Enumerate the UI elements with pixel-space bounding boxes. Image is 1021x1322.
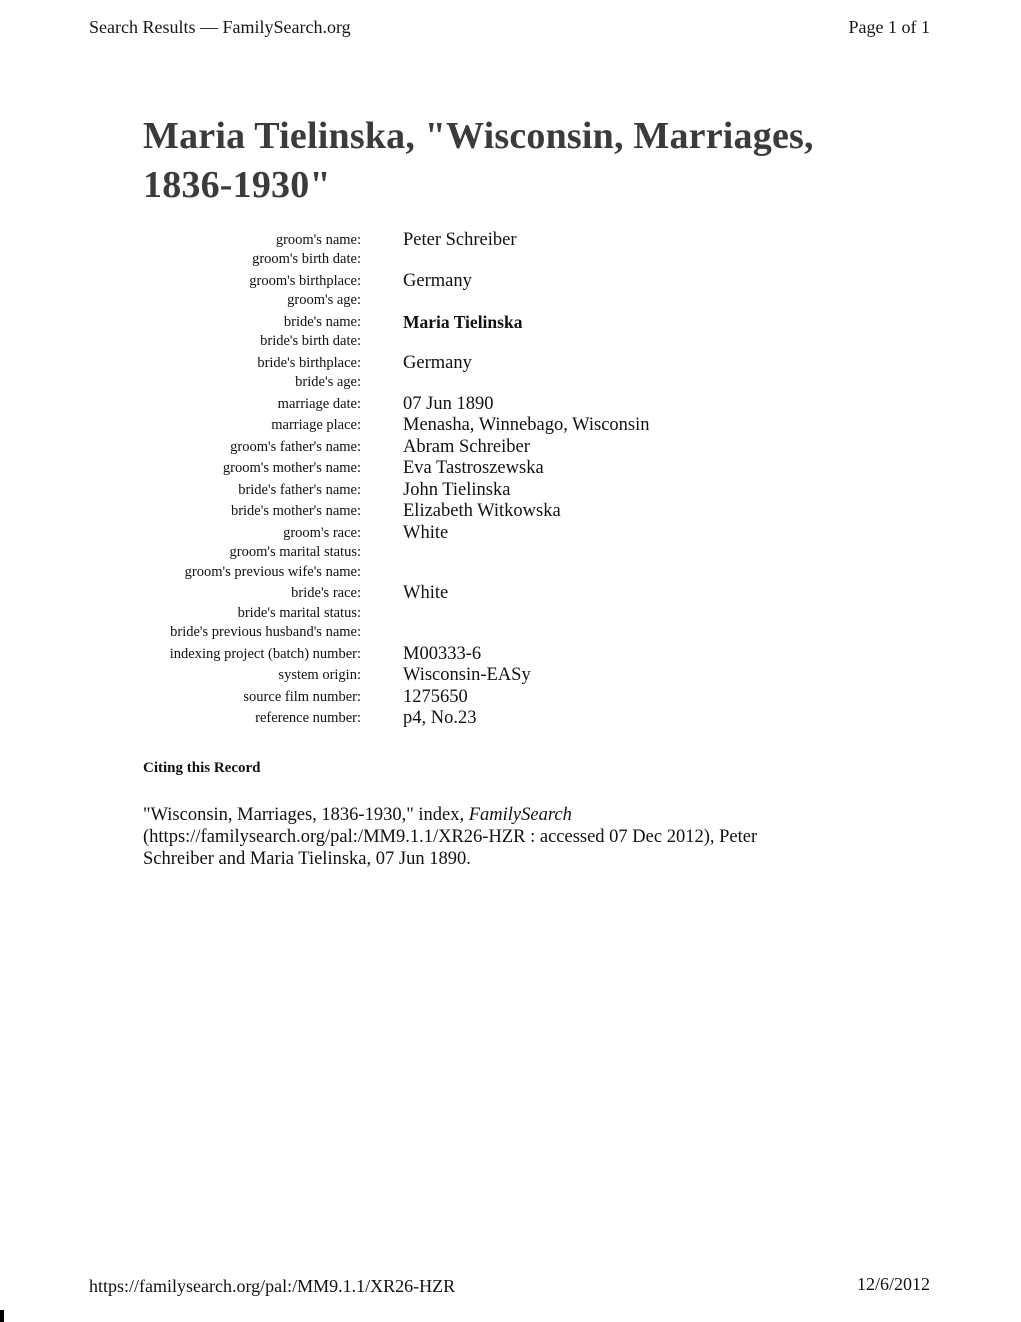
record-row bbox=[0, 334, 1021, 354]
field-label: bride's mother's name: bbox=[230, 503, 361, 519]
field-label: reference number: bbox=[255, 710, 361, 726]
scan-mark bbox=[0, 1310, 4, 1322]
footer-url: https://familysearch.org/pal:/MM9.1.1/XR26-HZR bbox=[89, 1276, 456, 1296]
field-value: Maria Tielinska bbox=[403, 311, 523, 332]
field-value: White bbox=[403, 522, 449, 543]
record-row bbox=[0, 545, 1021, 565]
field-value: Germany bbox=[403, 270, 472, 291]
record-row bbox=[0, 271, 1021, 293]
citing-heading: Citing this Record bbox=[143, 760, 261, 776]
record-row bbox=[0, 625, 1021, 645]
field-value: Menasha, Winnebago, Wisconsin bbox=[403, 415, 650, 435]
field-label: groom's marital status: bbox=[229, 544, 361, 560]
citation-source-name: FamilySearch bbox=[468, 805, 572, 825]
field-value: Eva Tastroszewska bbox=[403, 458, 544, 478]
field-value: Peter Schreiber bbox=[403, 229, 517, 250]
record-row bbox=[0, 687, 1021, 709]
citation-text-before: "Wisconsin, Marriages, 1836-1930," index, bbox=[143, 805, 469, 825]
field-label: bride's previous husband's name: bbox=[170, 624, 361, 640]
field-label: marriage place: bbox=[271, 417, 361, 433]
record-row bbox=[0, 605, 1021, 625]
page-header-title: Search Results — FamilySearch.org bbox=[89, 17, 351, 37]
record-details bbox=[0, 230, 1021, 730]
record-row bbox=[0, 666, 1021, 688]
record-row bbox=[0, 312, 1021, 334]
record-row bbox=[0, 523, 1021, 545]
field-label: groom's birth date: bbox=[252, 251, 361, 267]
field-label: bride's birth date: bbox=[260, 333, 361, 349]
field-label: marriage date: bbox=[277, 395, 361, 412]
field-label: indexing project (batch) number: bbox=[169, 645, 361, 662]
record-row bbox=[0, 394, 1021, 416]
field-label: bride's birthplace: bbox=[257, 354, 361, 371]
field-value: M00333-6 bbox=[403, 643, 482, 664]
field-value: Elizabeth Witkowska bbox=[403, 501, 561, 521]
record-row bbox=[0, 480, 1021, 502]
record-row bbox=[0, 709, 1021, 731]
field-value: Wisconsin-EASy bbox=[403, 665, 531, 685]
field-label: bride's race: bbox=[291, 585, 361, 601]
field-label: groom's previous wife's name: bbox=[184, 563, 361, 580]
page-header-page-number: Page 1 of 1 bbox=[848, 17, 930, 37]
field-label: groom's father's name: bbox=[230, 438, 361, 455]
field-label: bride's father's name: bbox=[238, 481, 361, 498]
field-value: 1275650 bbox=[403, 686, 468, 707]
field-label: groom's name: bbox=[275, 231, 361, 248]
field-label: groom's race: bbox=[283, 524, 361, 541]
field-value: White bbox=[403, 583, 449, 603]
record-row bbox=[0, 230, 1021, 252]
citation-text bbox=[143, 804, 823, 870]
record-row bbox=[0, 252, 1021, 272]
record-title: Maria Tielinska, "Wisconsin, Marriages, 1836-1930" bbox=[143, 115, 814, 206]
record-row bbox=[0, 416, 1021, 438]
record-row bbox=[0, 375, 1021, 395]
field-label: bride's age: bbox=[295, 374, 361, 390]
field-label: bride's marital status: bbox=[237, 604, 361, 621]
record-row bbox=[0, 644, 1021, 666]
record-row bbox=[0, 502, 1021, 524]
field-value: 07 Jun 1890 bbox=[403, 393, 494, 414]
field-label: groom's age: bbox=[287, 292, 361, 308]
record-row bbox=[0, 353, 1021, 375]
record-row bbox=[0, 584, 1021, 606]
field-value: Abram Schreiber bbox=[403, 436, 530, 457]
field-value: p4, No.23 bbox=[403, 708, 477, 728]
field-label: groom's mother's name: bbox=[222, 460, 361, 476]
record-row bbox=[0, 459, 1021, 481]
field-label: groom's birthplace: bbox=[249, 272, 361, 289]
citation-text-after: (https://familysearch.org/pal:/MM9.1.1/XR26-HZR : accessed 07 Dec 2012), Peter Schreiber and Maria Tielinska, 07 Jun 1890. bbox=[143, 827, 758, 869]
field-value: John Tielinska bbox=[403, 479, 511, 500]
field-value: Germany bbox=[403, 352, 472, 373]
record-row bbox=[0, 293, 1021, 313]
record-row bbox=[0, 564, 1021, 584]
footer-date: 12/6/2012 bbox=[856, 1274, 930, 1294]
field-label: source film number: bbox=[243, 688, 361, 705]
field-label: bride's name: bbox=[283, 313, 361, 330]
record-row bbox=[0, 437, 1021, 459]
field-label: system origin: bbox=[278, 667, 361, 683]
